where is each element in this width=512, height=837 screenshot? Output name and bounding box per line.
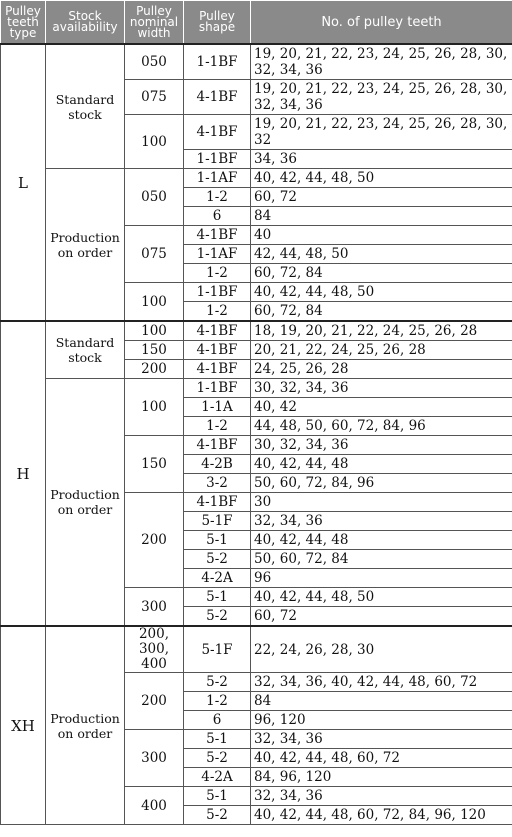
pulley-shape-cell: 1-1AF (184, 169, 251, 188)
nominal-width-cell: 100 (125, 321, 184, 341)
teeth-count-cell: 50, 60, 72, 84 (251, 550, 512, 569)
table-row (1, 626, 512, 673)
teeth-count-cell: 44, 48, 50, 60, 72, 84, 96 (251, 417, 512, 436)
teeth-count-cell: 60, 72, 84 (251, 302, 512, 322)
teeth-count-cell: 84 (251, 692, 512, 711)
pulley-shape-cell: 5-2 (184, 673, 251, 692)
teeth-count-cell: 34, 36 (251, 150, 512, 169)
teeth-count-cell: 19, 20, 21, 22, 23, 24, 25, 26, 28, 30, 32, 34, 36 (251, 44, 512, 80)
header-teeth-type: Pulley teeth type (1, 1, 46, 45)
pulley-shape-cell: 6 (184, 711, 251, 730)
teeth-count-cell: 40, 42, 44, 48 (251, 455, 512, 474)
nominal-width-cell: 300 (125, 588, 184, 627)
pulley-shape-cell: 1-1AF (184, 245, 251, 264)
teeth-count-cell: 32, 34, 36 (251, 787, 512, 806)
teeth-count-cell: 60, 72 (251, 188, 512, 207)
pulley-shape-cell: 4-1BF (184, 493, 251, 512)
pulley-shape-cell: 5-1 (184, 787, 251, 806)
nominal-width-cell: 100 (125, 379, 184, 436)
pulley-shape-cell: 1-1BF (184, 379, 251, 398)
stock-availability-cell: Production on order (46, 626, 125, 825)
stock-availability-cell: Production on order (46, 169, 125, 322)
pulley-shape-cell: 5-1F (184, 626, 251, 673)
pulley-shape-cell: 5-1 (184, 531, 251, 550)
table-row (1, 44, 512, 80)
stock-availability-cell: Production on order (46, 379, 125, 627)
nominal-width-cell: 200, 300, 400 (125, 626, 184, 673)
pulley-shape-cell: 5-1 (184, 730, 251, 749)
teeth-count-cell: 30, 32, 34, 36 (251, 436, 512, 455)
pulley-shape-cell: 4-2A (184, 569, 251, 588)
pulley-shape-cell: 1-1BF (184, 283, 251, 302)
pulley-shape-cell: 1-1BF (184, 44, 251, 80)
nominal-width-cell: 075 (125, 80, 184, 115)
pulley-shape-cell: 4-1BF (184, 436, 251, 455)
teeth-count-cell: 40, 42 (251, 398, 512, 417)
teeth-count-cell: 40, 42, 44, 48, 50 (251, 283, 512, 302)
teeth-type-cell: H (1, 321, 46, 626)
teeth-count-cell: 60, 72, 84 (251, 264, 512, 283)
nominal-width-cell: 400 (125, 787, 184, 825)
teeth-count-cell: 40, 42, 44, 48, 60, 72 (251, 749, 512, 768)
pulley-shape-cell: 1-2 (184, 692, 251, 711)
pulley-shape-cell: 4-2A (184, 768, 251, 787)
teeth-count-cell: 96 (251, 569, 512, 588)
teeth-count-cell: 42, 44, 48, 50 (251, 245, 512, 264)
header-pulley-shape: Pulley shape (184, 1, 251, 45)
nominal-width-cell: 075 (125, 226, 184, 283)
pulley-shape-cell: 1-1BF (184, 150, 251, 169)
teeth-count-cell: 18, 19, 20, 21, 22, 24, 25, 26, 28 (251, 321, 512, 341)
pulley-shape-cell: 5-2 (184, 607, 251, 627)
pulley-shape-cell: 4-1BF (184, 226, 251, 245)
teeth-type-cell: L (1, 44, 46, 321)
pulley-shape-cell: 5-2 (184, 550, 251, 569)
pulley-shape-cell: 5-2 (184, 806, 251, 825)
nominal-width-cell: 200 (125, 360, 184, 379)
teeth-count-cell: 22, 24, 26, 28, 30 (251, 626, 512, 673)
pulley-shape-cell: 4-2B (184, 455, 251, 474)
teeth-count-cell: 30 (251, 493, 512, 512)
pulley-shape-cell: 5-1F (184, 512, 251, 531)
pulley-shape-cell: 1-1A (184, 398, 251, 417)
pulley-shape-cell: 3-2 (184, 474, 251, 493)
nominal-width-cell: 050 (125, 44, 184, 80)
nominal-width-cell: 100 (125, 115, 184, 169)
pulley-shape-cell: 4-1BF (184, 341, 251, 360)
table-row (1, 379, 512, 398)
header-stock-availability: Stock availability (46, 1, 125, 45)
nominal-width-cell: 150 (125, 341, 184, 360)
stock-availability-cell: Standard stock (46, 321, 125, 379)
teeth-count-cell: 40, 42, 44, 48, 60, 72, 84, 96, 120 (251, 806, 512, 825)
nominal-width-cell: 100 (125, 283, 184, 322)
teeth-count-cell: 19, 20, 21, 22, 23, 24, 25, 26, 28, 30, 32 (251, 115, 512, 150)
nominal-width-cell: 150 (125, 436, 184, 493)
table-row (1, 169, 512, 188)
teeth-count-cell: 50, 60, 72, 84, 96 (251, 474, 512, 493)
teeth-count-cell: 30, 32, 34, 36 (251, 379, 512, 398)
header-row (1, 1, 512, 45)
teeth-count-cell: 96, 120 (251, 711, 512, 730)
header-number-of-teeth: No. of pulley teeth (251, 1, 512, 45)
pulley-shape-cell: 4-1BF (184, 360, 251, 379)
teeth-count-cell: 40 (251, 226, 512, 245)
pulley-shape-cell: 4-1BF (184, 80, 251, 115)
teeth-count-cell: 20, 21, 22, 24, 25, 26, 28 (251, 341, 512, 360)
teeth-count-cell: 32, 34, 36, 40, 42, 44, 48, 60, 72 (251, 673, 512, 692)
teeth-type-cell: XH (1, 626, 46, 825)
teeth-count-cell: 19, 20, 21, 22, 23, 24, 25, 26, 28, 30, 32, 34, 36 (251, 80, 512, 115)
pulley-shape-cell: 4-1BF (184, 115, 251, 150)
pulley-shape-cell: 1-2 (184, 188, 251, 207)
stock-availability-cell: Standard stock (46, 44, 125, 169)
teeth-count-cell: 24, 25, 26, 28 (251, 360, 512, 379)
teeth-count-cell: 40, 42, 44, 48, 50 (251, 169, 512, 188)
teeth-count-cell: 40, 42, 44, 48, 50 (251, 588, 512, 607)
pulley-shape-cell: 6 (184, 207, 251, 226)
teeth-count-cell: 60, 72 (251, 607, 512, 627)
teeth-count-cell: 32, 34, 36 (251, 512, 512, 531)
nominal-width-cell: 050 (125, 169, 184, 226)
nominal-width-cell: 200 (125, 493, 184, 588)
pulley-shape-cell: 1-2 (184, 302, 251, 322)
header-nominal-width: Pulley nominal width (125, 1, 184, 45)
nominal-width-cell: 300 (125, 730, 184, 787)
pulley-shape-cell: 1-2 (184, 264, 251, 283)
pulley-shape-cell: 4-1BF (184, 321, 251, 341)
pulley-shape-cell: 1-2 (184, 417, 251, 436)
pulley-shape-cell: 5-2 (184, 749, 251, 768)
teeth-count-cell: 40, 42, 44, 48 (251, 531, 512, 550)
teeth-count-cell: 84 (251, 207, 512, 226)
pulley-shape-cell: 5-1 (184, 588, 251, 607)
teeth-count-cell: 84, 96, 120 (251, 768, 512, 787)
nominal-width-cell: 200 (125, 673, 184, 730)
table-row (1, 321, 512, 341)
teeth-count-cell: 32, 34, 36 (251, 730, 512, 749)
